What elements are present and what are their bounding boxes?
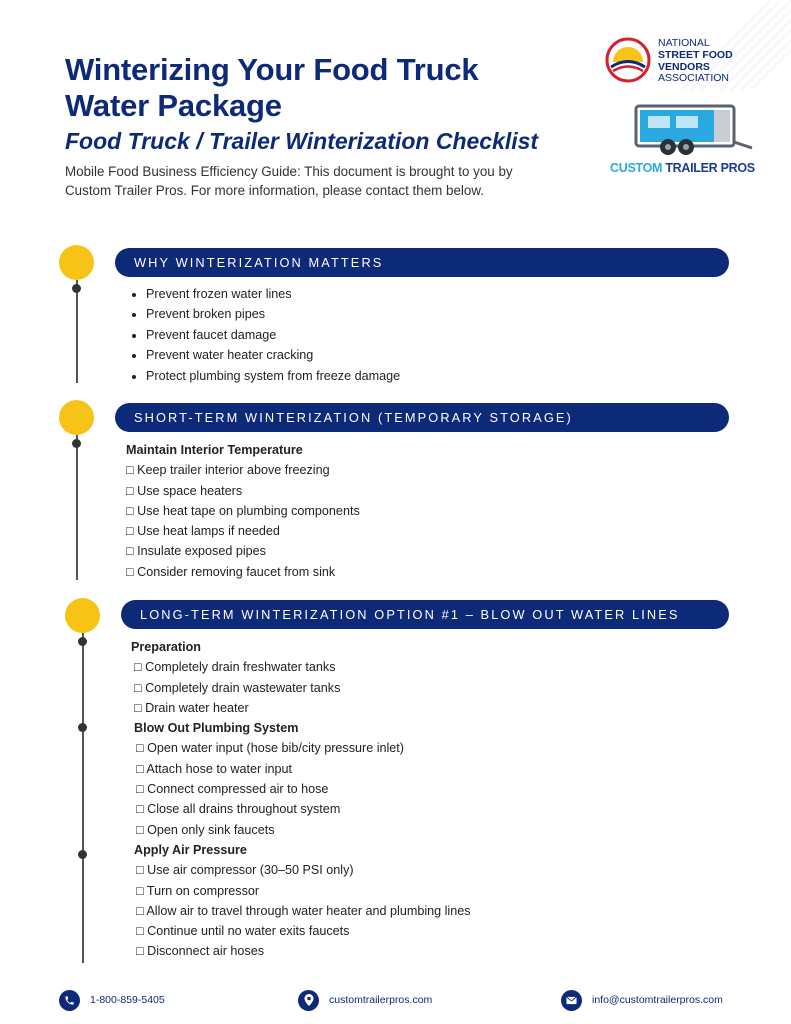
checklist-item: □ Use heat lamps if needed bbox=[126, 524, 280, 539]
subheading: Maintain Interior Temperature bbox=[126, 443, 303, 457]
checklist-item: □ Drain water heater bbox=[134, 700, 249, 715]
subheading-air-pressure: Apply Air Pressure bbox=[134, 842, 247, 857]
trailer-icon bbox=[628, 100, 758, 158]
timeline-marker bbox=[72, 284, 81, 293]
checklist-item: □ Use space heaters bbox=[126, 483, 243, 498]
list-item: • Protect plumbing system from freeze damage bbox=[146, 366, 400, 386]
timeline-line-short bbox=[76, 435, 78, 580]
checklist-item: □ Use heat tape on plumbing components bbox=[126, 503, 360, 518]
list-item: • Prevent water heater cracking bbox=[146, 345, 400, 365]
footer-phone[interactable] bbox=[59, 989, 165, 1011]
ctp-word-2: TRAILER PROS bbox=[665, 161, 755, 175]
timeline-marker bbox=[78, 637, 87, 646]
timeline-marker bbox=[78, 723, 87, 732]
page-subtitle: Food Truck / Trailer Winterization Checklist bbox=[65, 128, 539, 154]
timeline-dot-why bbox=[59, 245, 94, 280]
checklist-item: □ Turn on compressor bbox=[136, 883, 260, 898]
nsfva-emblem-icon bbox=[604, 36, 652, 84]
checklist-item: □ Allow air to travel through water heater and plumbing lines bbox=[136, 903, 471, 918]
custom-trailer-pros-logo bbox=[606, 100, 756, 180]
timeline-marker bbox=[72, 439, 81, 448]
timeline-marker bbox=[78, 850, 87, 859]
short-term-checklist bbox=[126, 440, 360, 582]
timeline-dot-long bbox=[65, 598, 100, 633]
website-link[interactable]: customtrailerpros.com bbox=[329, 994, 433, 1006]
checklist-item: □ Open water input (hose bib/city pressure inlet) bbox=[136, 741, 405, 756]
intro-text: Mobile Food Business Efficiency Guide: This document is brought to you by Custom Trailer Pros. For more information, please contact them below. bbox=[65, 164, 513, 198]
timeline-dot-short bbox=[59, 400, 94, 435]
section-banner-long: LONG-TERM WINTERIZATION OPTION #1 – BLOW OUT WATER LINES bbox=[121, 600, 729, 629]
checklist-item: □ Open only sink faucets bbox=[136, 822, 275, 837]
checklist-item: □ Connect compressed air to hose bbox=[136, 782, 329, 797]
nsfva-logo bbox=[604, 36, 764, 86]
checklist-item: □ Insulate exposed pipes bbox=[126, 544, 266, 559]
checklist-item: □ Use air compressor (30–50 PSI only) bbox=[136, 863, 354, 878]
long-term-checklist bbox=[131, 637, 471, 962]
checklist-item: □ Keep trailer interior above freezing bbox=[126, 463, 330, 478]
ctp-word-1: CUSTOM bbox=[610, 161, 663, 175]
footer-email[interactable] bbox=[561, 989, 723, 1011]
envelope-icon bbox=[561, 990, 582, 1011]
checklist-item: □ Attach hose to water input bbox=[136, 761, 293, 776]
timeline-line-long bbox=[82, 633, 84, 963]
checklist-item: □ Continue until no water exits faucets bbox=[136, 924, 350, 939]
checklist-item: □ Disconnect air hoses bbox=[136, 944, 265, 959]
phone-icon bbox=[59, 990, 80, 1011]
list-item: • Prevent broken pipes bbox=[146, 304, 400, 324]
page-title: Winterizing Your Food Truck Water Package bbox=[65, 52, 479, 123]
nsfva-line-1: NATIONAL bbox=[658, 37, 710, 49]
checklist-item: □ Close all drains throughout system bbox=[136, 802, 341, 817]
nsfva-line-4: ASSOCIATION bbox=[658, 72, 729, 85]
section-banner-short: SHORT-TERM WINTERIZATION (TEMPORARY STORAGE) bbox=[115, 403, 729, 432]
email-link[interactable]: info@customtrailerpros.com bbox=[592, 994, 723, 1006]
list-item: • Prevent faucet damage bbox=[146, 325, 400, 345]
phone-number[interactable]: 1-800-859-5405 bbox=[90, 994, 165, 1006]
section-banner-why: WHY WINTERIZATION MATTERS bbox=[115, 248, 729, 277]
nsfva-line-2: STREET FOOD bbox=[658, 48, 733, 61]
timeline-line-why bbox=[76, 280, 78, 383]
subheading-preparation: Preparation bbox=[131, 640, 201, 654]
nsfva-line-3: VENDORS bbox=[658, 60, 710, 73]
location-pin-icon bbox=[298, 990, 319, 1011]
list-item: • Prevent frozen water lines bbox=[146, 284, 400, 304]
subheading-blow-out: Blow Out Plumbing System bbox=[134, 721, 299, 736]
footer-website[interactable] bbox=[298, 989, 432, 1011]
checklist-item: □ Completely drain wastewater tanks bbox=[134, 680, 341, 695]
checklist-item: □ Completely drain freshwater tanks bbox=[134, 660, 336, 675]
checklist-item: □ Consider removing faucet from sink bbox=[126, 564, 336, 579]
why-list bbox=[146, 284, 400, 386]
